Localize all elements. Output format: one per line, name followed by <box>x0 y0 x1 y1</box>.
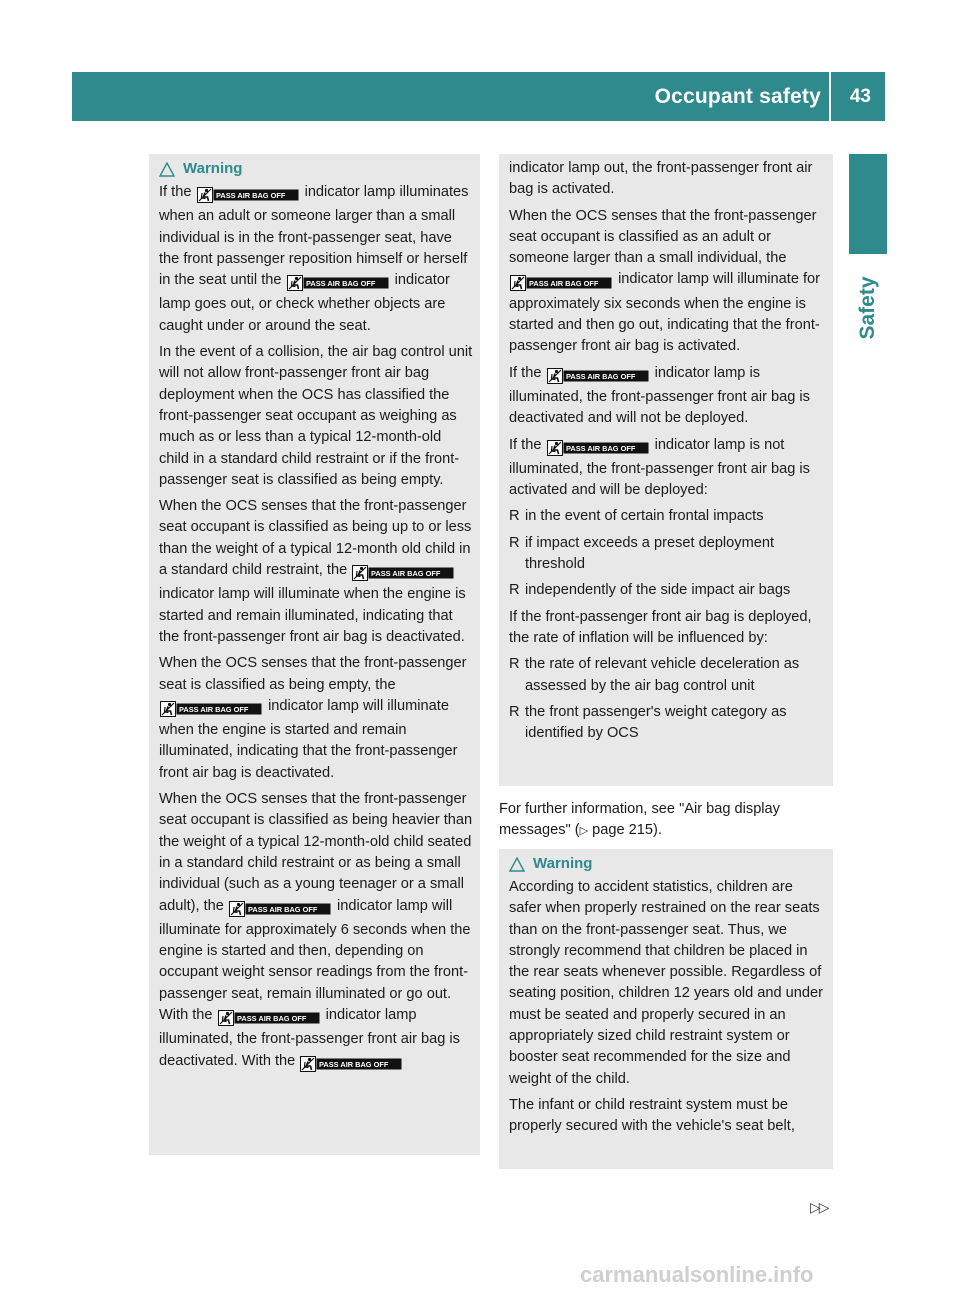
paragraph: In the event of a collision, the air bag control unit will not allow front-passenger front air bag deployment when the OCS has classified the front-passenger seat occupant as weighing as much as or less than a typical 12-month-old child in a standard child restraint or if the front-passenger seat is classified as being empty. <box>159 344 473 488</box>
paragraph: When the OCS senses that the front-passenger seat is classified as being empty, the indicator lamp will illuminate when the engine is started and remain illuminated, indicating that the front-passenger front air bag is deactivated. <box>159 655 467 781</box>
warning-triangle-icon <box>159 162 175 177</box>
pass-air-bag-off-indicator-icon <box>352 563 455 584</box>
warning-triangle-icon <box>509 857 525 872</box>
paragraph: If the indicator lamp is illuminated, the front-passenger front air bag is deactivated and will not be deployed. <box>509 364 810 427</box>
header-bar <box>72 72 885 121</box>
warning-label: Warning <box>183 160 243 178</box>
paragraph: If the front-passenger front air bag is deployed, the rate of inflation will be influenced by: <box>509 608 812 646</box>
warning-heading <box>159 158 474 180</box>
page-number: 43 <box>849 86 871 107</box>
pass-air-bag-off-indicator-icon <box>510 272 613 293</box>
warning-box-continued <box>499 154 833 786</box>
chapter-label: Safety <box>856 276 879 340</box>
pass-air-bag-off-indicator-icon <box>300 1054 403 1075</box>
paragraph: When the OCS senses that the front-passenger seat occupant is classified as being heavier than the weight of a typical 12-month-old child seated in a standard child restraint or as being a small individual (such as a young teenager or a small adult), the indicator lamp will illuminate for approximately 6 seconds when the engine is started and then, depending on occupant weight sensor readings from the front-passenger seat, remain illuminated or go out. With the indicator lamp illuminated, the front-passenger front air bag is deactivated. With the <box>159 789 474 1075</box>
paragraph: indicator lamp out, the front-passenger front air bag is activated. <box>509 160 813 198</box>
paragraph: The infant or child restraint system must be properly secured with the vehicle's seat belt, <box>509 1096 795 1135</box>
list-item: R the rate of relevant vehicle deceleration as assessed by the air bag control unit <box>509 656 800 694</box>
paragraph: According to accident statistics, children are safer when properly restrained on the rear seats than on the front-passenger seat. Thus, we strongly recommend that children be placed in the rear seats whenever possible. Regardless of seating position, children 12 years old and under must be seated and properly secured in an appropriately sized child restraint system or booster seat recommended for the size and weight of the child. <box>509 879 823 1087</box>
pass-air-bag-off-indicator-icon <box>229 899 332 920</box>
warning-heading <box>509 853 827 875</box>
pass-air-bag-off-indicator-icon <box>287 273 390 294</box>
list-item: R in the event of certain frontal impacts <box>509 508 764 525</box>
further-info-paragraph: For further information, see "Air bag display messages" (▷ page 215). <box>499 801 780 839</box>
page-reference-arrow-icon: ▷ <box>579 825 589 838</box>
pass-air-bag-off-indicator-icon <box>547 438 650 459</box>
paragraph: If the indicator lamp is not illuminated, the front-passenger front air bag is activated and will be deployed: <box>509 436 810 499</box>
pass-air-bag-off-indicator-icon <box>197 185 300 206</box>
chapter-tab <box>849 268 887 348</box>
list-item: R the front passenger's weight category as identified by OCS <box>509 703 787 742</box>
header-divider <box>829 72 831 121</box>
footer-watermark: carmanualsonline.info <box>580 1262 814 1287</box>
pass-air-bag-off-indicator-icon <box>218 1008 321 1029</box>
paragraph: If the indicator lamp illuminates when an adult or someone larger than a small individual is in the front-passenger seat, have the front passenger reposition himself or herself in the seat until the indicator lamp goes out, or check whether objects are caught under or around the seat. <box>159 184 469 334</box>
list-item: R independently of the side impact air bags <box>509 582 791 599</box>
chapter-tab-marker <box>849 154 887 254</box>
pass-air-bag-off-indicator-icon <box>160 699 263 720</box>
pass-air-bag-off-indicator-icon <box>547 366 650 387</box>
section-title: Occupant safety <box>654 85 821 108</box>
warning-label: Warning <box>533 855 593 873</box>
paragraph: When the OCS senses that the front-passenger seat occupant is classified as being up to or less than the weight of a typical 12-month old child in a standard child restraint, the indicator lamp will illuminate when the engine is started and remain illuminated, indicating that the front-passenger front air bag is deactivated. <box>159 498 472 645</box>
warning-box-children <box>499 849 833 1169</box>
paragraph: When the OCS senses that the front-passenger seat occupant is classified as an adult or someone larger than a small individual, the indicator lamp will illuminate for approximately six seconds when the engine is started and then go out, indicating that the front-passenger front air bag is activated. <box>509 207 821 355</box>
list-item: R if impact exceeds a preset deployment threshold <box>509 534 775 573</box>
continued-arrows-icon: ▷▷ <box>810 1199 828 1215</box>
warning-box-left <box>149 154 480 1155</box>
